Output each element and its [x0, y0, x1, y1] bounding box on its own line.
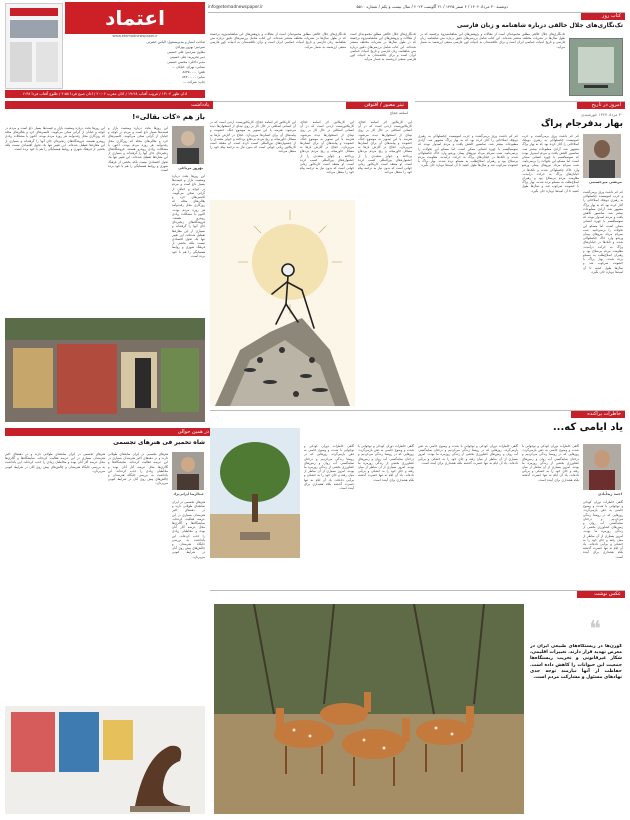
section-label-memory: خاطرات پراکنده [571, 410, 625, 418]
note-body-col1: این روزها بحث درباره وضعیت بازار و قیمت‌ها بسیار داغ است و مردم در کوچه و خیابان از گرانی سخن می‌گویند. کاسبی‌های خرد و بقالی‌های محله که روزگاری محل رفت‌وآمد هر روزه مردم بودند، اکنون با مشکلات زیادی روبه‌رو هستند. فروشگاه‌های زنجیره‌ای جای آنها را گرفته‌اند و بسیاری از این مغازه‌ها تعطیل شده‌اند. این تغییر تنها یک تحول اقتصادی نیست بلکه بخشی از فرهنگ شهری و روابط همسایگی را هم با خود برده است. [108, 126, 168, 173]
cartoon-illustration [210, 200, 355, 406]
memory-body-col2: گاهی خاطرات دوران کودکی و نوجوانی با شدت و وضوح خاصی به ذهن بازمی‌گردد. روزهایی که در روستا زندگی می‌کردیم و درختان سایه‌گستر، آب روان و زمین‌های کشاورزی بخشی از زندگی روزمره ما بودند. امروز بسیاری از آن مناظر از میان رفته و جای خود را به خشکی و بی‌آبی داده‌اند. یاد آن ایام نه تنها حسرت گذشته بلکه هشداری برای آینده است. [418, 444, 518, 465]
staff-line: دبیر تحریریه: علی حسینی [169, 55, 205, 59]
book-body-col2: تک‌نگاری‌های جلال خالقی مطلق مجموعه‌ای است از مقالات و پژوهش‌های این شاهنامه‌پژوه برجسته که در طول سال‌ها در نشریات مختلف منتشر شده‌اند. این کتاب شامل بررسی‌های دقیق درباره متن شاهنامه، زبان فارسی و تاریخ ادبیات حماسی ایران است و برای علاقه‌مندان به ادبیات کهن فارسی منبعی ارزشمند به شمار می‌آید. [350, 32, 416, 62]
frontpage-thumbnail [5, 3, 63, 89]
history-body-col1b: کم کم داشت ورق برمی‌گشت و حزب کمونیست چکسلواکی به رهبری دوبچک اصلاحاتی را آغاز کرده بود که به بهار پراگ مشهور شد. آزادی مطبوعات بیشتر شد، سانسور کاهش یافت و مردم امیدوار بودند که سوسیالیسم با چهره انسانی ممکن است. اما مسکو این تحولات را برنمی‌تابید. شب سی‌ام مرداد نیروهای پیمان ورشو وارد خاک چکسلواکی شدند و تانک‌ها در خیابان‌های پراگ به حرکت درآمدند. مقاومت مردم بی‌سلاح بود و رهبران اصلاح‌طلب به مسکو برده شدند. بهار پراگ با خشونت سرکوب شد و سال‌ها طول کشید تا آن امیدها دوباره جان بگیرد. [583, 190, 623, 274]
memory-title: یاد ایامی که... [552, 422, 623, 433]
cartoon-body-col3: این کاریکاتور اثر اسامه حجاج، کاریکاتوریست اردنی است که در آن انسانی اسکلتی در حال کار بر روی تپه‌ای از استخوان‌ها دیده می‌شود. هنرمند با این تصویر به موضوع جنگ، خشونت و پیامدهای آن برای انسان‌ها می‌پردازد. حجاج در آثارش بارها به مسائل خاورمیانه و رنج مردم بی‌دفاع پرداخته و جوایز متعددی را از جشنواره‌های بین‌المللی کسب کرده است. او معتقد است کاریکاتور زبانی جهانی است که بدون نیاز به ترجمه پیام خود را منتقل می‌کند. [210, 120, 296, 154]
staff-line: سردبیر: بهروز بهزادی [175, 45, 205, 49]
history-body-col2: کم کم داشت ورق برمی‌گشت و حزب کمونیست چکسلواکی به رهبری دوبچک اصلاحاتی را آغاز کرده بود که به بهار پراگ مشهور شد. آزادی مطبوعات بیشتر شد، سانسور کاهش یافت و مردم امیدوار بودند که سوسیالیسم با چهره انسانی ممکن است. اما مسکو این تحولات را برنمی‌تابید. شب سی‌ام مرداد نیروهای پیمان ورشو وارد خاک چکسلواکی شدند و تانک‌ها در خیابان‌های پراگ به حرکت درآمدند. مقاومت مردم بی‌سلاح بود و رهبران اصلاح‌طلب به مسکو برده شدند. بهار پراگ با خشونت سرکوب شد و سال‌ها طول کشید تا آن امیدها دوباره جان بگیرد. [418, 134, 518, 168]
prayer-times-bar: اذان ظهر ۱۳:۰۴ / غروب آفتاب ۱۹:۴۸ / اذان مغرب ۲۰:۰۶ / اذان صبح فردا ۴:۵۸ / طلوع آفتاب فردا ۶:۳۸ [5, 90, 205, 98]
staff-line: نشانی: تهران، خیابان ... [172, 65, 205, 69]
book-body-col3: تک‌نگاری‌های جلال خالقی مطلق مجموعه‌ای است از مقالات و پژوهش‌های این شاهنامه‌پژوه برجسته که در طول سال‌ها در نشریات مختلف منتشر شده‌اند. این کتاب شامل بررسی‌های دقیق درباره متن شاهنامه، زبان فارسی و تاریخ ادبیات حماسی ایران است و برای علاقه‌مندان به ادبیات کهن فارسی منبعی ارزشمند به شمار می‌آید. [210, 32, 346, 49]
book-cover [569, 38, 623, 96]
book-body: تک‌نگاری‌های جلال خالقی مطلق مجموعه‌ای است از مقالات و پژوهش‌های این شاهنامه‌پژوه برجسته که در طول سال‌ها در نشریات مختلف منتشر شده‌اند. این کتاب شامل بررسی‌های دقیق درباره متن شاهنامه، زبان فارسی و تاریخ ادبیات حماسی ایران است و برای علاقه‌مندان به ادبیات کهن فارسی منبعی ارزشمند به شمار می‌آید. [420, 32, 565, 49]
section-label-rabbit: در همین حوالی [5, 428, 213, 436]
rabbit-title: شاه تخمیر فی هنرهای تجسمی [113, 439, 205, 446]
rabbit-author: عبدالرضا ایرانی‌نژاد [173, 492, 204, 496]
staff-line: تلفن: ۸۸۳۵۰۰۰۰ [182, 70, 205, 74]
shop-photo [5, 318, 205, 422]
skeleton-cartoon-svg [210, 200, 355, 406]
history-body-col1: کم کم داشت ورق برمی‌گشت و حزب کمونیست چکسلواکی به رهبری دوبچک اصلاحاتی را آغاز کرده بود که به بهار پراگ مشهور شد. آزادی مطبوعات بیشتر شد، سانسور کاهش یافت و مردم امیدوار بودند که سوسیالیسم با چهره انسانی ممکن است. اما مسکو این تحولات را برنمی‌تابید. شب سی‌ام مرداد نیروهای پیمان ورشو وارد خاک چکسلواکی شدند و تانک‌ها در خیابان‌های پراگ به حرکت درآمدند. مقاومت مردم بی‌سلاح بود و رهبران اصلاح‌طلب به مسکو برده شدند. بهار پراگ با خشونت سرکوب شد و سال‌ها طول کشید تا آن امیدها دوباره جان بگیرد. [522, 134, 579, 193]
memory-body-col4: گاهی خاطرات دوران کودکی و نوجوانی با شدت و وضوح خاصی به ذهن بازمی‌گردد. روزهایی که در روستا زندگی می‌کردیم و درختان سایه‌گستر، آب روان و زمین‌های کشاورزی بخشی از زندگی روزمره ما بودند. امروز بسیاری از آن مناظر از میان رفته و جای خود را به خشکی و بی‌آبی داده‌اند. یاد آن ایام نه تنها حسرت گذشته بلکه هشداری برای آینده است. [304, 444, 354, 491]
section-label-cartoon: تیتر مصور / آفتوفن [346, 101, 408, 109]
site-url[interactable]: www.etemadnewspaper.ir [112, 34, 158, 38]
memory-body-col1b: گاهی خاطرات دوران کودکی و نوجوانی با شدت و وضوح خاصی به ذهن بازمی‌گردد. روزهایی که در روستا زندگی می‌کردیم و درختان سایه‌گستر، آب روان و زمین‌های کشاورزی بخشی از زندگی روزمره ما بودند. امروز بسیاری از آن مناظر از میان رفته و جای خود را به خشکی و بی‌آبی داده‌اند. یاد آن ایام نه تنها حسرت گذشته بلکه هشداری برای آینده است. [583, 500, 623, 559]
author-photo-zeidabadi [583, 444, 621, 490]
logo: اعتماد [105, 6, 165, 30]
history-title: بهار بدفرجام پراگ [541, 119, 623, 129]
tree-photo [210, 428, 300, 558]
staff-line: صاحب امتیاز و مدیرمسئول: الیاس حضرتی [146, 40, 205, 44]
history-date: ۳۰ مرداد ۱۳۴۷ خورشیدی [581, 112, 623, 117]
masthead-logo-block [65, 2, 205, 34]
memory-body-col1: گاهی خاطرات دوران کودکی و نوجوانی با شدت و وضوح خاصی به ذهن بازمی‌گردد. روزهایی که در روستا زندگی می‌کردیم و درختان سایه‌گستر، آب روان و زمین‌های کشاورزی بخشی از زندگی روزمره ما بودند. امروز بسیاری از آن مناظر از میان رفته و جای خود را به خشکی و بی‌آبی داده‌اند. یاد آن ایام نه تنها حسرت گذشته بلکه هشداری برای آینده است. [522, 444, 579, 482]
staff-box [65, 40, 205, 86]
memory-author: احمد زیدآبادی [597, 492, 622, 496]
note-title: باز هم «کات بقالی»! [132, 113, 205, 121]
section-label-history: امروز در تاریخ [577, 101, 625, 109]
staff-line: چاپ: شرکت ... [183, 80, 205, 84]
book-title: تک‌نگاری‌های جلال خالقی درباره شاهنامه و زبان فارسی [456, 22, 623, 29]
staff-line: مدیر داخلی: محسن حسینی [167, 60, 205, 64]
note-author: بهروز مرباغی [178, 166, 203, 170]
sculpture-svg [125, 736, 195, 812]
staff-line: نمابر: ۸۸۳۰۰۰۰۰ [182, 75, 205, 79]
staff-line: معاون سردبیر: علی حسینی [167, 50, 205, 54]
section-label-photo-note: عکس نوشت [577, 590, 625, 598]
section-label-book: کتاب روز [581, 12, 625, 20]
memory-body-col3: گاهی خاطرات دوران کودکی و نوجوانی با شدت و وضوح خاصی به ذهن بازمی‌گردد. روزهایی که در روستا زندگی می‌کردیم و درختان سایه‌گستر، آب روان و زمین‌های کشاورزی بخشی از زندگی روزمره ما بودند. امروز بسیاری از آن مناظر از میان رفته و جای خود را به خشکی و بی‌آبی داده‌اند. یاد آن ایام نه تنها حسرت گذشته بلکه هشداری برای آینده است. [358, 444, 414, 482]
note-body-col2: این روزها بحث درباره وضعیت بازار و قیمت‌ها بسیار داغ است و مردم در کوچه و خیابان از گرانی سخن می‌گویند. کاسبی‌های خرد و بقالی‌های محله که روزگاری محل رفت‌وآمد هر روزه مردم بودند، اکنون با مشکلات زیادی روبه‌رو هستند. فروشگاه‌های زنجیره‌ای جای آنها را گرفته‌اند و بسیاری از این مغازه‌ها تعطیل شده‌اند. این تغییر تنها یک تحول اقتصادی نیست بلکه بخشی از فرهنگ شهری و روابط همسایگی را هم با خود برده است. [5, 126, 105, 152]
history-author: مرتضی میرحسینی [589, 180, 622, 184]
gallery-photo [5, 706, 205, 814]
rabbit-body-col2: هنرهای تجسمی در ایران سابقه‌ای طولانی دارند و در دهه‌های اخیر هنرمندان بسیاری در این عرصه فعالیت کرده‌اند. نمایشگاه‌ها و گالری‌ها محل عرضه آثار آنان بوده و مخاطبان زیادی را جذب کرده‌اند. این یادداشت به بررسی جایگاه هنرمندان و چالش‌های پیش روی آنان در شرایط کنونی می‌پردازد. [5, 452, 105, 473]
rabbit-body-col1b: هنرهای تجسمی در ایران سابقه‌ای طولانی دارند و در دهه‌های اخیر هنرمندان بسیاری در این عرصه فعالیت کرده‌اند. نمایشگاه‌ها و گالری‌ها محل عرضه آثار آنان بوده و مخاطبان زیادی را جذب کرده‌اند. این یادداشت به بررسی جایگاه هنرمندان و چالش‌های پیش روی آنان در شرایط کنونی می‌پردازد. [172, 500, 205, 559]
cartoon-artist: اسامه حجاج [389, 111, 408, 115]
note-body-col1b: این روزها بحث درباره وضعیت بازار و قیمت‌ها بسیار داغ است و مردم در کوچه و خیابان از گرانی سخن می‌گویند. کاسبی‌های خرد و بقالی‌های محله که روزگاری محل رفت‌وآمد هر روزه مردم بودند، اکنون با مشکلات زیادی روبه‌رو هستند. فروشگاه‌های زنجیره‌ای جای آنها را گرفته‌اند و بسیاری از این مغازه‌ها تعطیل شده‌اند. این تغییر تنها یک تحول اقتصادی نیست بلکه بخشی از فرهنگ شهری و روابط همسایگی را هم با خود برده است. [172, 174, 205, 258]
cartoon-body-col1: این کاریکاتور اثر اسامه حجاج، کاریکاتوریست اردنی است که در آن انسانی اسکلتی در حال کار بر روی تپه‌ای از استخوان‌ها دیده می‌شود. هنرمند با این تصویر به موضوع جنگ، خشونت و پیامدهای آن برای انسان‌ها می‌پردازد. حجاج در آثارش بارها به مسائل خاورمیانه و رنج مردم بی‌دفاع پرداخته و جوایز متعددی را از جشنواره‌های بین‌المللی کسب کرده است. او معتقد است کاریکاتور زبانی جهانی است که بدون نیاز به ترجمه پیام خود را منتقل می‌کند. [358, 120, 412, 175]
deer-photo [214, 604, 524, 814]
deer-svg [214, 604, 524, 814]
photo-quote: گوزن‌ها در زیستگاه‌های طبیعی ایران در معرض تهدید قرار دارند. تغییرات اقلیمی، شکار غیرقانونی و تخریب زیستگاه‌ها جمعیت این حیوانات را کاهش داده است. حفاظت از آنها نیازمند توجه جدی نهادهای مسئول و مشارکت مردم است. [530, 644, 622, 681]
author-photo-morbaghi [172, 126, 204, 164]
email[interactable]: info@etemadnewspaper.ir [208, 3, 298, 10]
author-photo-mirhosseini [583, 134, 621, 178]
author-photo-iraninejad [172, 452, 204, 490]
date-line: دوشنبه ۳۰ مرداد ۱۴۰۲ / ۴ صفر ۱۴۴۵ / ۲۱ آگوست ۲۰۲۳ / سال بیست و یکم / شماره ۵۵۱۰ [356, 4, 508, 9]
section-label-note: یادداشت [5, 101, 213, 109]
rabbit-body-col1: هنرهای تجسمی در ایران سابقه‌ای طولانی دارند و در دهه‌های اخیر هنرمندان بسیاری در این عرصه فعالیت کرده‌اند. نمایشگاه‌ها و گالری‌ها محل عرضه آثار آنان بوده و مخاطبان زیادی را جذب کرده‌اند. این یادداشت به بررسی جایگاه هنرمندان و چالش‌های پیش روی آنان در شرایط کنونی می‌پردازد. [108, 452, 168, 486]
quote-mark-icon: ❝ [589, 617, 601, 642]
cartoon-body-col2: این کاریکاتور اثر اسامه حجاج، کاریکاتوریست اردنی است که در آن انسانی اسکلتی در حال کار بر روی تپه‌ای از استخوان‌ها دیده می‌شود. هنرمند با این تصویر به موضوع جنگ، خشونت و پیامدهای آن برای انسان‌ها می‌پردازد. حجاج در آثارش بارها به مسائل خاورمیانه و رنج مردم بی‌دفاع پرداخته و جوایز متعددی را از جشنواره‌های بین‌المللی کسب کرده است. او معتقد است کاریکاتور زبانی جهانی است که بدون نیاز به ترجمه پیام خود را منتقل می‌کند. [300, 120, 354, 175]
